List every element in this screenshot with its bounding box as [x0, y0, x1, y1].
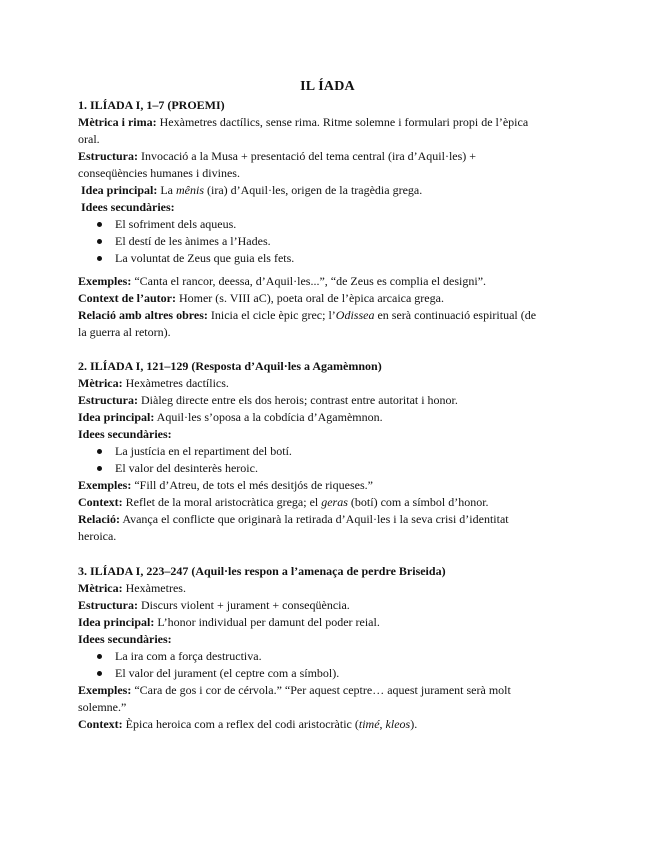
- s2-relacio-cont: heroica.: [78, 529, 117, 543]
- s1-estructura-label: Estructura:: [78, 149, 138, 163]
- s1-exemples-text: “Canta el rancor, deessa, d’Aquil·les...”, “de Zeus es complia el designi”.: [131, 274, 487, 288]
- s1-context-label: Context de l’autor:: [78, 291, 176, 305]
- s2-estructura-text: Diàleg directe entre els dos herois; contrast entre autoritat i honor.: [138, 393, 458, 407]
- s1-metrica-text: Hexàmetres dactílics, sense rima. Ritme solemne i formulari propi de l’èpica: [156, 115, 529, 129]
- s2-idea-text: Aquil·les s’oposa a la cobdícia d’Agamèmnon.: [154, 410, 383, 424]
- s2-metrica-label: Mètrica:: [78, 376, 123, 390]
- s2-context-pre: Reflet de la moral aristocràtica grega; el: [122, 495, 322, 509]
- s1-metrica: [78, 114, 528, 131]
- section-2-heading: 2. ILÍADA I, 121–129 (Resposta d’Aquil·les a Agamèmnon): [78, 359, 382, 373]
- bullet-icon: [97, 654, 102, 659]
- s1-context: [78, 290, 444, 307]
- s3-metrica: [78, 580, 186, 597]
- s1-idea-principal: [81, 182, 422, 199]
- s1-idea-pre: La: [157, 183, 176, 197]
- s1-idea-ital: mênis: [176, 183, 204, 197]
- s1-relacio-ital: Odissea: [335, 308, 375, 322]
- s2-estructura-label: Estructura:: [78, 393, 138, 407]
- s1-relacio-label: Relació amb altres obres:: [78, 308, 208, 322]
- s3-context-ital2: kleos: [385, 717, 411, 731]
- s1-relacio-post: en serà continuació espiritual (de: [374, 308, 537, 322]
- document-page: IL ÍADA 1. ILÍADA I, 1–7 (PROEMI) Mètrica i rima: Hexàmetres dactílics, sense rima. Ritme solemne i formulari propi de l’èpica oral. Estructura: Invocació a la Musa + presentació del tema central (ira d’Aquil·les) + conseqüències humanes i divines. Idea principal: La mênis (ira) d’Aquil·les, origen de la tragèdia grega. Idees secundàries: El sofriment dels aqueus. El destí de les ànimes a l’Hades. La voluntat de Zeus que guia els fets. Exemples: “Canta el rancor, deessa, d’Aquil·les...”, “de Zeus es complia el designi”. Context de l’autor: Homer (s. VIII aC), poeta oral de l’èpica arcaica grega. Relació amb altres obres: Inicia el cicle èpic grec; l’Odissea en serà continuació espiritual (de la guerra al retorn). 2. ILÍADA I, 121–129 (Resposta d’Aquil·les a Agamèmnon) Mètrica: Hexàmetres dactílics. Estructura: Diàleg directe entre els dos herois; contrast entre autoritat i honor. Idea principal: Aquil·les s’oposa a la cobdícia d’Agamèmnon. Idees secundàries: La justícia en el repartiment del botí. El valor del desinterès heroic. Exemples: “Fill d’Atreu, de tots el més desitjós de riqueses.” Context: Reflet de la moral aristocràtica grega; el geras (botí) com a símbol d’honor. Relació: Avança el conflicte que originarà la retirada d’Aquil·les i la seva crisi d’identitat heroica. 3. ILÍADA I, 223–247 (Aquil·les respon a l’amenaça de perdre Briseida) Mètrica: Hexàmetres. Estructura: Discurs violent + jurament + conseqüència. Idea principal: L’honor individual per damunt del poder reial. Idees secundàries: La ira com a força destructiva. El valor del jurament (el ceptre com a símbol). Exemples: “Cara de gos i cor de cérvola.” “Per aquest ceptre… aquest jurament serà molt solemne.” Context: Èpica heroica com a reflex del codi aristocràtic (timé, kleos).: [0, 0, 655, 848]
- section-3-heading: 3. ILÍADA I, 223–247 (Aquil·les respon a l’amenaça de perdre Briseida): [78, 564, 446, 578]
- s2-idea-label: Idea principal:: [78, 410, 155, 424]
- s2-relacio-label: Relació:: [78, 512, 120, 526]
- s1-idea-label: Idea principal:: [81, 183, 158, 197]
- s3-estructura: [78, 597, 350, 614]
- s2-metrica-text: Hexàmetres dactílics.: [122, 376, 229, 390]
- s3-context-pre: Èpica heroica com a reflex del codi aristocràtic (: [122, 717, 359, 731]
- s3-idea-principal: [78, 614, 380, 631]
- s1-estructura: [78, 148, 476, 165]
- s3-metrica-text: Hexàmetres.: [122, 581, 186, 595]
- s2-relacio: [78, 511, 509, 528]
- s2-estructura: [78, 392, 458, 409]
- s1-exemples: [78, 273, 486, 290]
- s3-idea-label: Idea principal:: [78, 615, 155, 629]
- s3-exemples: [78, 682, 511, 699]
- bullet-icon: [97, 222, 102, 227]
- s2-context-label: Context:: [78, 495, 123, 509]
- section-1-heading: 1. ILÍADA I, 1–7 (PROEMI): [78, 98, 225, 112]
- s2-metrica: [78, 375, 229, 392]
- s1-idees-label: Idees secundàries:: [81, 200, 175, 214]
- s2-exemples-text: “Fill d’Atreu, de tots el més desitjós de riqueses.”: [131, 478, 373, 492]
- bullet-icon: [97, 256, 102, 261]
- s3-context-ital1: timé: [358, 717, 380, 731]
- s2-idees-label: Idees secundàries:: [78, 427, 172, 441]
- s2-context-post: (botí) com a símbol d’honor.: [347, 495, 489, 509]
- s3-context-mid: ,: [379, 717, 386, 731]
- s1-relacio-pre: Inicia el cicle èpic grec; l’: [207, 308, 336, 322]
- s3-exemples-cont: solemne.”: [78, 700, 127, 714]
- bullet-icon: [97, 671, 102, 676]
- s2-relacio-text: Avança el conflicte que originarà la retirada d’Aquil·les i la seva crisi d’identitat: [119, 512, 509, 526]
- s3-exemples-text: “Cara de gos i cor de cérvola.” “Per aquest ceptre… aquest jurament serà molt: [131, 683, 511, 697]
- s3-context-label: Context:: [78, 717, 123, 731]
- s3-idea-text: L’honor individual per damunt del poder reial.: [154, 615, 380, 629]
- s3-context: [78, 716, 417, 733]
- s1-context-text: Homer (s. VIII aC), poeta oral de l’èpica arcaica grega.: [175, 291, 444, 305]
- s2-context: [78, 494, 489, 511]
- s2-context-ital: geras: [321, 495, 348, 509]
- s3-metrica-label: Mètrica:: [78, 581, 123, 595]
- s1-relacio: [78, 307, 536, 324]
- s3-estructura-text: Discurs violent + jurament + conseqüència.: [138, 598, 350, 612]
- s3-idees-label: Idees secundàries:: [78, 632, 172, 646]
- bullet-icon: [97, 449, 102, 454]
- s2-exemples-label: Exemples:: [78, 478, 132, 492]
- bullet-icon: [97, 239, 102, 244]
- s1-estructura-cont: conseqüències humanes i divines.: [78, 166, 240, 180]
- s1-metrica-label: Mètrica i rima:: [78, 115, 157, 129]
- s2-exemples: [78, 477, 373, 494]
- s3-exemples-label: Exemples:: [78, 683, 132, 697]
- document-title: IL ÍADA: [300, 79, 355, 94]
- s3-estructura-label: Estructura:: [78, 598, 138, 612]
- bullet-icon: [97, 466, 102, 471]
- s2-idea-principal: [78, 409, 383, 426]
- s1-metrica-cont: oral.: [78, 132, 100, 146]
- s3-context-post: ).: [410, 717, 418, 731]
- s1-exemples-label: Exemples:: [78, 274, 132, 288]
- s1-estructura-text: Invocació a la Musa + presentació del tema central (ira d’Aquil·les) +: [138, 149, 477, 163]
- s1-idea-post: (ira) d’Aquil·les, origen de la tragèdia grega.: [204, 183, 423, 197]
- s1-relacio-cont: la guerra al retorn).: [78, 325, 171, 339]
